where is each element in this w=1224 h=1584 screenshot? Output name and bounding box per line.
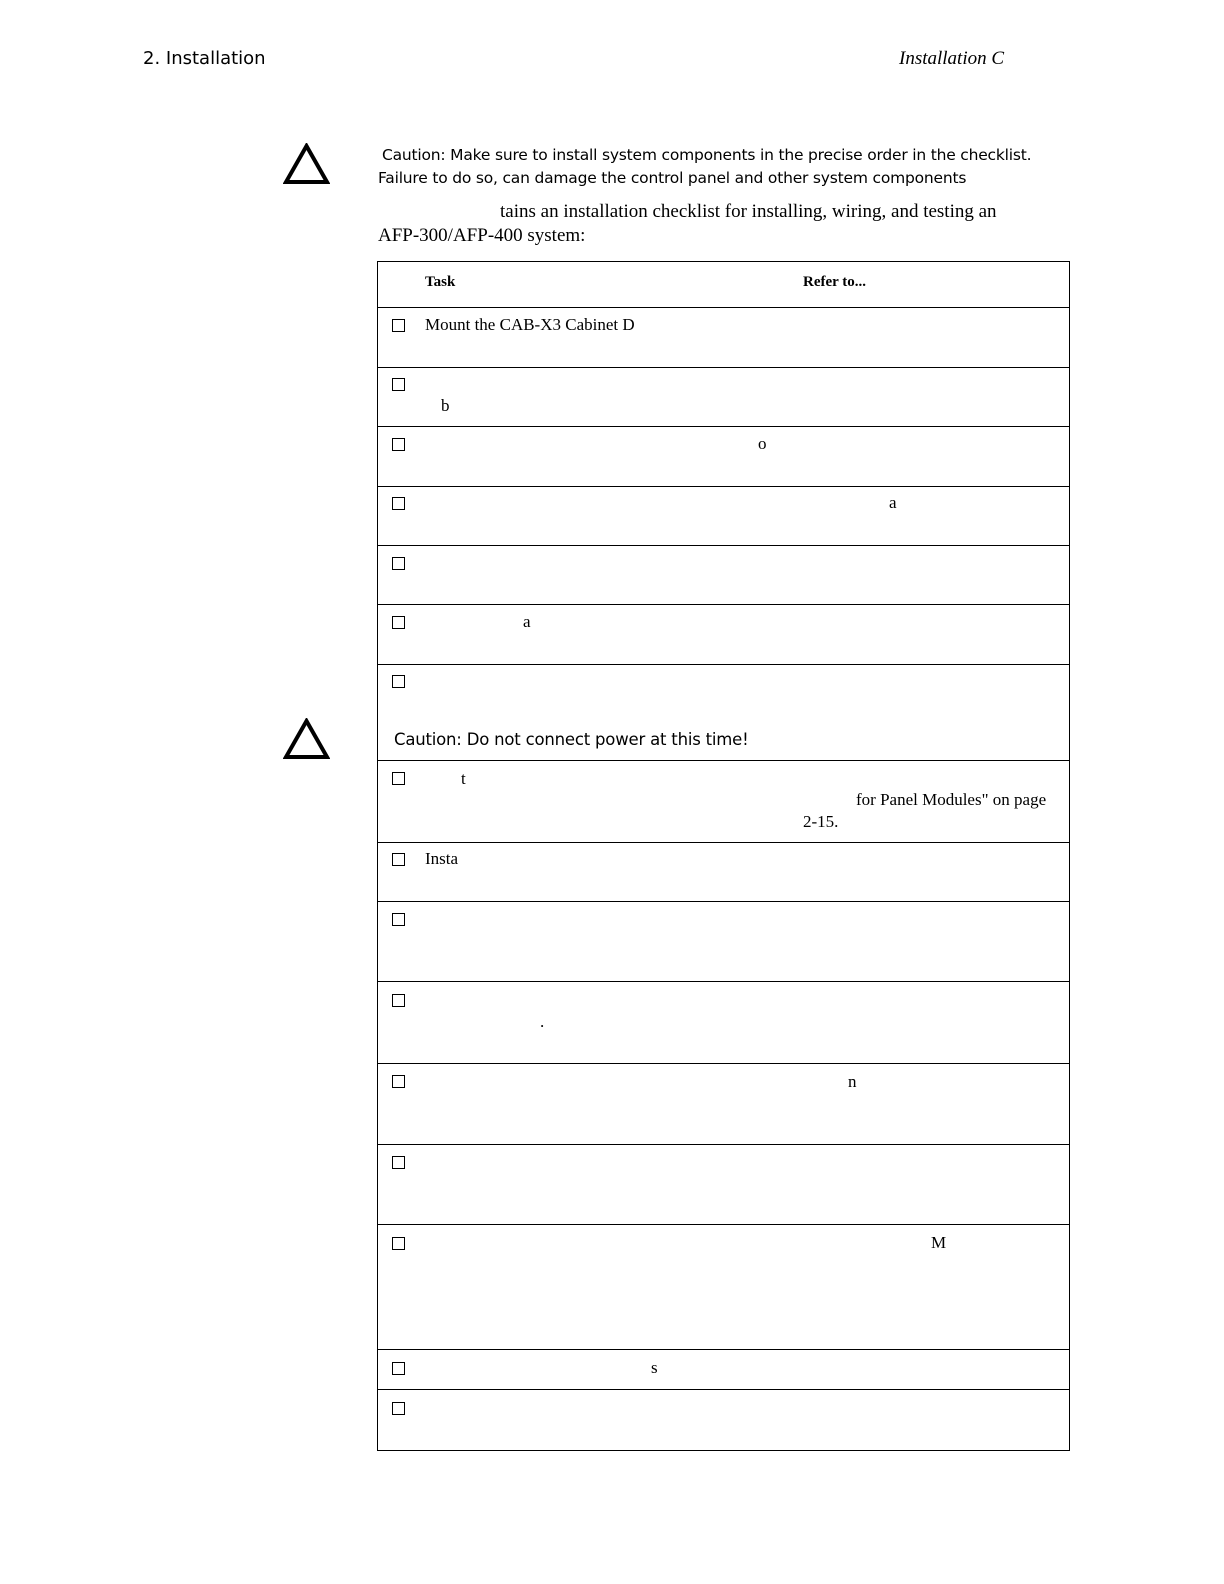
row-11-task: .: [540, 1012, 545, 1031]
warning-triangle-icon: [283, 143, 330, 185]
row-divider: [378, 1144, 1069, 1145]
row-2-checkbox[interactable]: [392, 378, 405, 391]
intro-paragraph: [378, 200, 1038, 248]
row-6-task: a: [523, 612, 531, 631]
row-14-checkbox[interactable]: [392, 1237, 405, 1250]
row-15-checkbox[interactable]: [392, 1362, 405, 1375]
row-divider: [378, 426, 1069, 427]
row-9-checkbox[interactable]: [392, 853, 405, 866]
row-2-task: b: [441, 396, 450, 415]
row-8-checkbox[interactable]: [392, 772, 405, 785]
row-divider: [378, 842, 1069, 843]
row-8-refer-line-2: 2-15.: [803, 812, 839, 831]
caution-line-1: Caution: Make sure to install system components in the precise order in the checklist.: [382, 146, 1032, 164]
row-divider: [378, 664, 1069, 665]
row-divider: [378, 486, 1069, 487]
row-1-checkbox[interactable]: [392, 319, 405, 332]
row-10-checkbox[interactable]: [392, 913, 405, 926]
row-4-checkbox[interactable]: [392, 497, 405, 510]
row-divider: [378, 545, 1069, 546]
row-divider: [378, 1224, 1069, 1225]
row-1-task: Mount the CAB-X3 Cabinet D: [425, 315, 635, 334]
warning-triangle-icon: [283, 718, 330, 760]
row-8-task: t: [461, 769, 466, 788]
row-divider: [378, 901, 1069, 902]
row-5-checkbox[interactable]: [392, 557, 405, 570]
row-divider: [378, 1063, 1069, 1064]
row-12-task: n: [848, 1072, 857, 1091]
row-3-task: o: [758, 434, 767, 453]
caution-line-2: Failure to do so, can damage the control panel and other system components: [378, 169, 967, 187]
intro-line-1: tains an installation checklist for installing, wiring, and testing an: [500, 201, 997, 222]
row-8-refer-line-1: for Panel Modules" on page: [856, 790, 1047, 809]
inline-caution-text: Caution: Do not connect power at this time!: [394, 730, 749, 749]
row-3-checkbox[interactable]: [392, 438, 405, 451]
row-4-task: a: [889, 493, 897, 512]
row-13-checkbox[interactable]: [392, 1156, 405, 1169]
row-6-checkbox[interactable]: [392, 616, 405, 629]
row-divider: [378, 367, 1069, 368]
column-header-task: Task: [425, 274, 456, 290]
row-divider: [378, 1349, 1069, 1350]
installation-checklist-table: [377, 261, 1070, 1451]
row-7-checkbox[interactable]: [392, 675, 405, 688]
row-divider: [378, 760, 1069, 761]
row-divider: [378, 981, 1069, 982]
row-12-checkbox[interactable]: [392, 1075, 405, 1088]
row-9-task: Insta: [425, 849, 459, 868]
header-section: 2. Installation: [143, 48, 266, 69]
column-header-refer: Refer to...: [803, 274, 867, 290]
row-divider: [378, 1389, 1069, 1390]
row-15-task: s: [651, 1358, 658, 1377]
row-16-checkbox[interactable]: [392, 1402, 405, 1415]
row-14-task: M: [931, 1233, 947, 1252]
row-11-checkbox[interactable]: [392, 994, 405, 1007]
intro-line-2: AFP-300/AFP-400 system:: [378, 225, 586, 246]
header-title: Installation C: [899, 48, 1005, 69]
row-divider: [378, 307, 1069, 308]
row-divider: [378, 604, 1069, 605]
